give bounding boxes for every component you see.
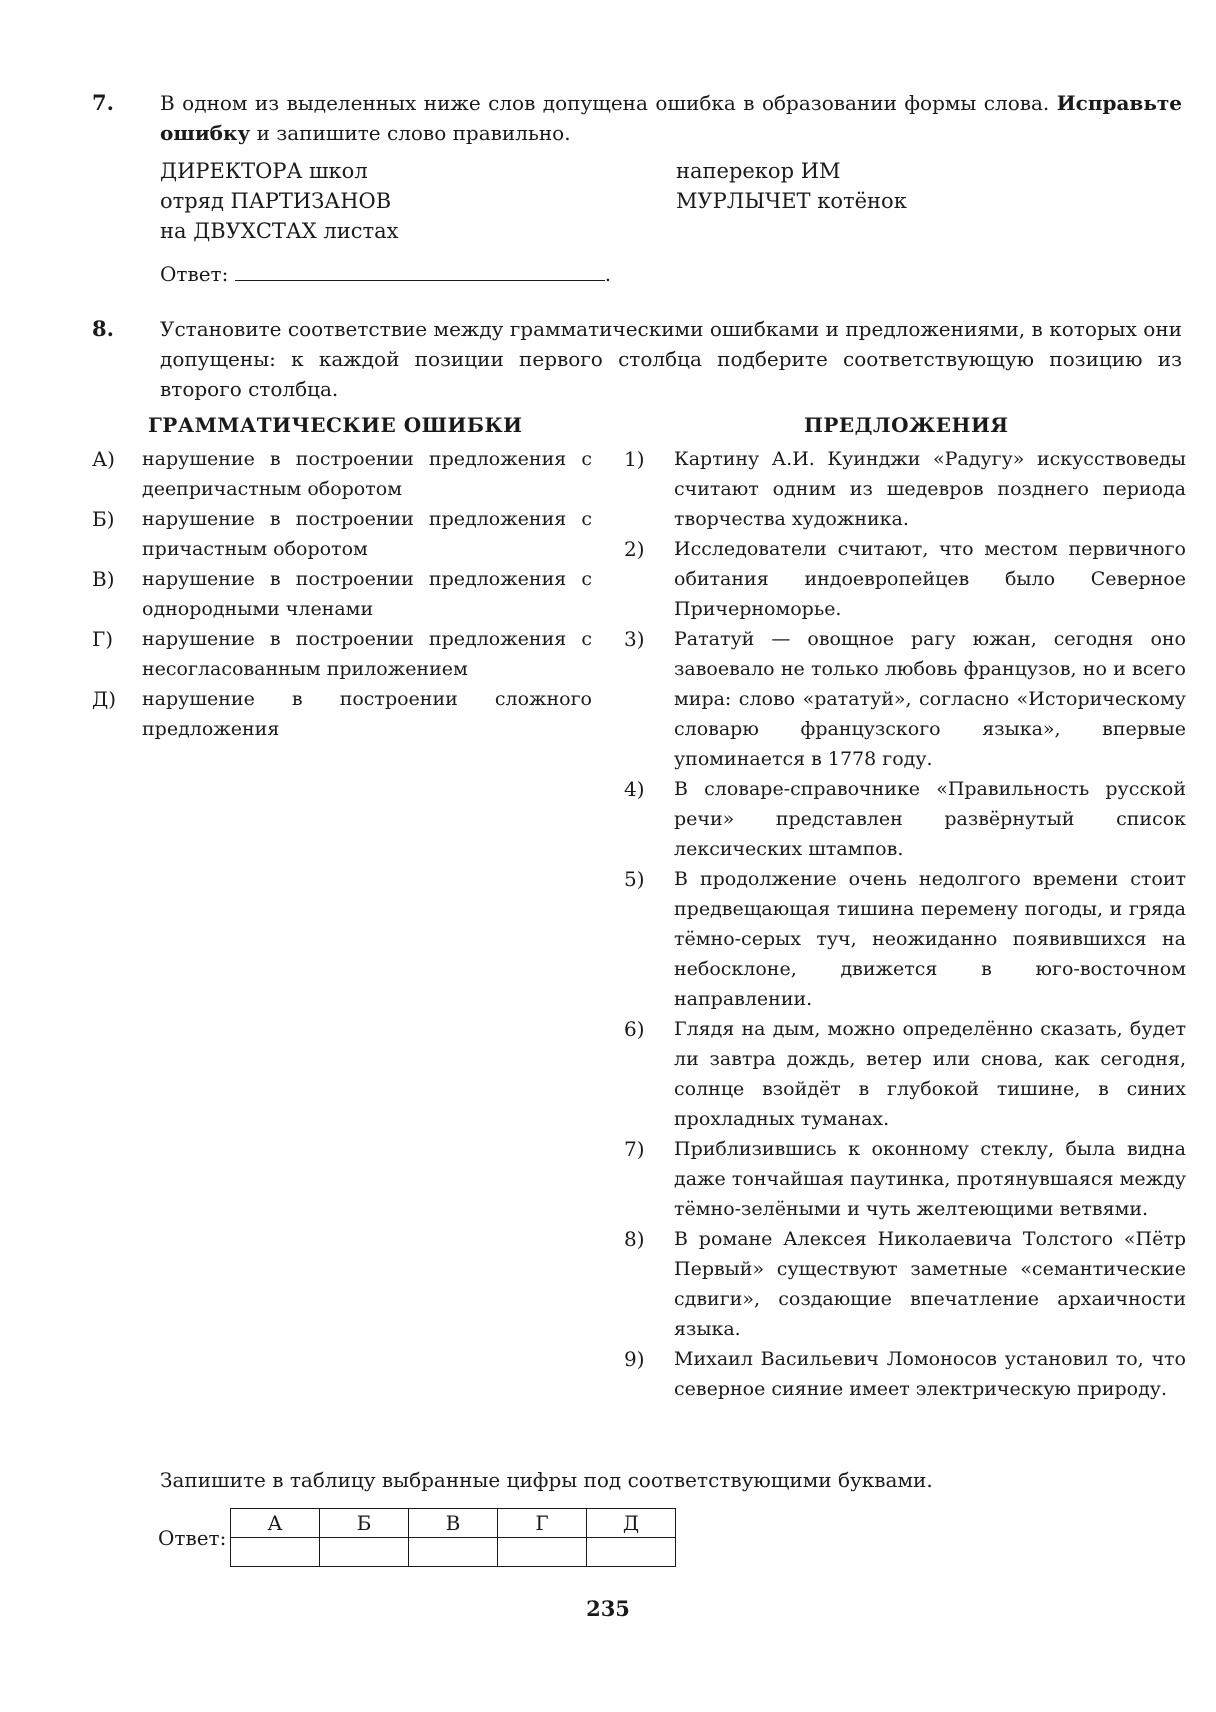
- answer-cell[interactable]: [320, 1538, 409, 1567]
- item-letter: В): [92, 567, 115, 591]
- item-text: нарушение в построении предложения с несогласованным приложением: [142, 628, 592, 680]
- list-item: [92, 564, 592, 624]
- sentences-list: [624, 444, 1186, 1404]
- task7-instruction: [160, 88, 1182, 148]
- list-item: [92, 504, 592, 564]
- answer-cell[interactable]: [587, 1538, 676, 1567]
- list-item: [624, 1014, 1186, 1134]
- item-text: нарушение в построении предложения с деепричастным оборотом: [142, 448, 592, 500]
- task8-instruction: Установите соответствие между грамматическими ошибками и предложениями, в которых они допущены: к каждой позиции первого столбца подберите соответствующую позицию из второго столбца.: [160, 317, 1182, 401]
- item-letter: Б): [92, 507, 115, 531]
- item-number: 7): [624, 1137, 645, 1161]
- list-item: [624, 1224, 1186, 1344]
- item-letter: Г): [92, 627, 114, 651]
- item-number: 4): [624, 777, 645, 801]
- list-item: [624, 534, 1186, 624]
- task7-bold-text: Исправьте ошибку: [160, 91, 1183, 145]
- word-item: МУРЛЫЧЕТ котёнок: [676, 189, 907, 213]
- list-item: [624, 624, 1186, 774]
- item-text: Глядя на дым, можно определённо сказать, будет ли завтра дождь, ветер или снова, как сегодня, солнце взойдёт в глубокой тишине, в синих прохладных туманах.: [674, 1018, 1186, 1130]
- sentences-heading: ПРЕДЛОЖЕНИЯ: [804, 413, 1009, 437]
- answer-table-header: Б: [320, 1509, 409, 1538]
- answer-table-header: А: [231, 1509, 320, 1538]
- task7-number: 7.: [92, 90, 114, 115]
- table-instruction: Запишите в таблицу выбранные цифры под соответствующими буквами.: [160, 1468, 933, 1492]
- item-letter: А): [92, 447, 115, 471]
- task7-text: В одном из выделенных ниже слов допущена ошибка в образовании формы слова.: [160, 91, 1050, 115]
- item-text: Картину А.И. Куинджи «Радугу» искусствоведы считают одним из шедевров позднего периода творчества художника.: [674, 448, 1186, 530]
- item-text: нарушение в построении предложения с однородными членами: [142, 568, 592, 620]
- task7-text-tail: и запишите слово правильно.: [256, 121, 571, 145]
- word-item: ДИРЕКТОРА школ: [160, 159, 368, 183]
- item-number: 8): [624, 1227, 645, 1251]
- answer-table-input-row: [231, 1538, 676, 1567]
- word-item: на ДВУХСТАХ листах: [160, 219, 399, 243]
- item-number: 2): [624, 537, 645, 561]
- list-item: [92, 444, 592, 504]
- errors-list: [92, 444, 592, 744]
- list-item: [92, 684, 592, 744]
- item-text: В продолжение очень недолгого времени стоит предвещающая тишина перемену погоды, и гряда тёмно-серых туч, неожиданно появившихся на небосклоне, движется в юго-восточном направлении.: [674, 868, 1186, 1010]
- list-item: [92, 624, 592, 684]
- item-text: Исследователи считают, что местом первичного обитания индоевропейцев было Северное Причерноморье.: [674, 538, 1186, 620]
- answer-table-header: Д: [587, 1509, 676, 1538]
- item-text: Михаил Васильевич Ломоносов установил то, что северное сияние имеет электрическую природу.: [674, 1348, 1186, 1400]
- errors-heading: ГРАММАТИЧЕСКИЕ ОШИБКИ: [148, 413, 523, 437]
- item-number: 9): [624, 1347, 645, 1371]
- task7-answer-label: Ответ:: [160, 262, 229, 286]
- item-number: 1): [624, 447, 645, 471]
- task7-words-left: [160, 156, 399, 246]
- item-number: 6): [624, 1017, 645, 1041]
- item-text: нарушение в построении предложения с причастным оборотом: [142, 508, 592, 560]
- answer-table: [230, 1508, 676, 1567]
- item-text: Приблизившись к оконному стеклу, была видна даже тончайшая паутинка, протянувшаяся между тёмно-зелёными и чуть желтеющими ветвями.: [674, 1138, 1186, 1220]
- answer-table-header-row: [231, 1509, 676, 1538]
- task7-answer-end: .: [604, 262, 612, 286]
- answer-table-header: В: [409, 1509, 498, 1538]
- item-text: Рататуй — овощное рагу южан, сегодня оно завоевало не только любовь французов, но и всего мира: слово «рататуй», согласно «Историческому словарю французского языка», впервые упоминается в 1778 году.: [674, 628, 1186, 770]
- list-item: [624, 864, 1186, 1014]
- word-item: наперекор ИМ: [676, 159, 841, 183]
- task8-number: 8.: [92, 316, 114, 341]
- item-letter: Д): [92, 687, 117, 711]
- task8-answer-label: Ответ:: [158, 1526, 227, 1550]
- task7-words-right: [676, 156, 907, 216]
- answer-cell[interactable]: [409, 1538, 498, 1567]
- answer-cell[interactable]: [498, 1538, 587, 1567]
- item-number: 3): [624, 627, 645, 651]
- item-number: 5): [624, 867, 645, 891]
- item-text: В романе Алексея Николаевича Толстого «Пётр Первый» существуют заметные «семантические сдвиги», создающие впечатление архаичности языка.: [674, 1228, 1186, 1340]
- list-item: [624, 1344, 1186, 1404]
- word-item: отряд ПАРТИЗАНОВ: [160, 189, 392, 213]
- answer-cell[interactable]: [231, 1538, 320, 1567]
- list-item: [624, 444, 1186, 534]
- page-number: 235: [586, 1596, 630, 1621]
- item-text: нарушение в построении сложного предложения: [142, 688, 592, 740]
- list-item: [624, 1134, 1186, 1224]
- task7-answer-field[interactable]: [235, 260, 605, 281]
- task7-answer-line: [160, 260, 611, 286]
- list-item: [624, 774, 1186, 864]
- item-text: В словаре-справочнике «Правильность русской речи» представлен развёрнутый список лексических штампов.: [674, 778, 1186, 860]
- answer-table-header: Г: [498, 1509, 587, 1538]
